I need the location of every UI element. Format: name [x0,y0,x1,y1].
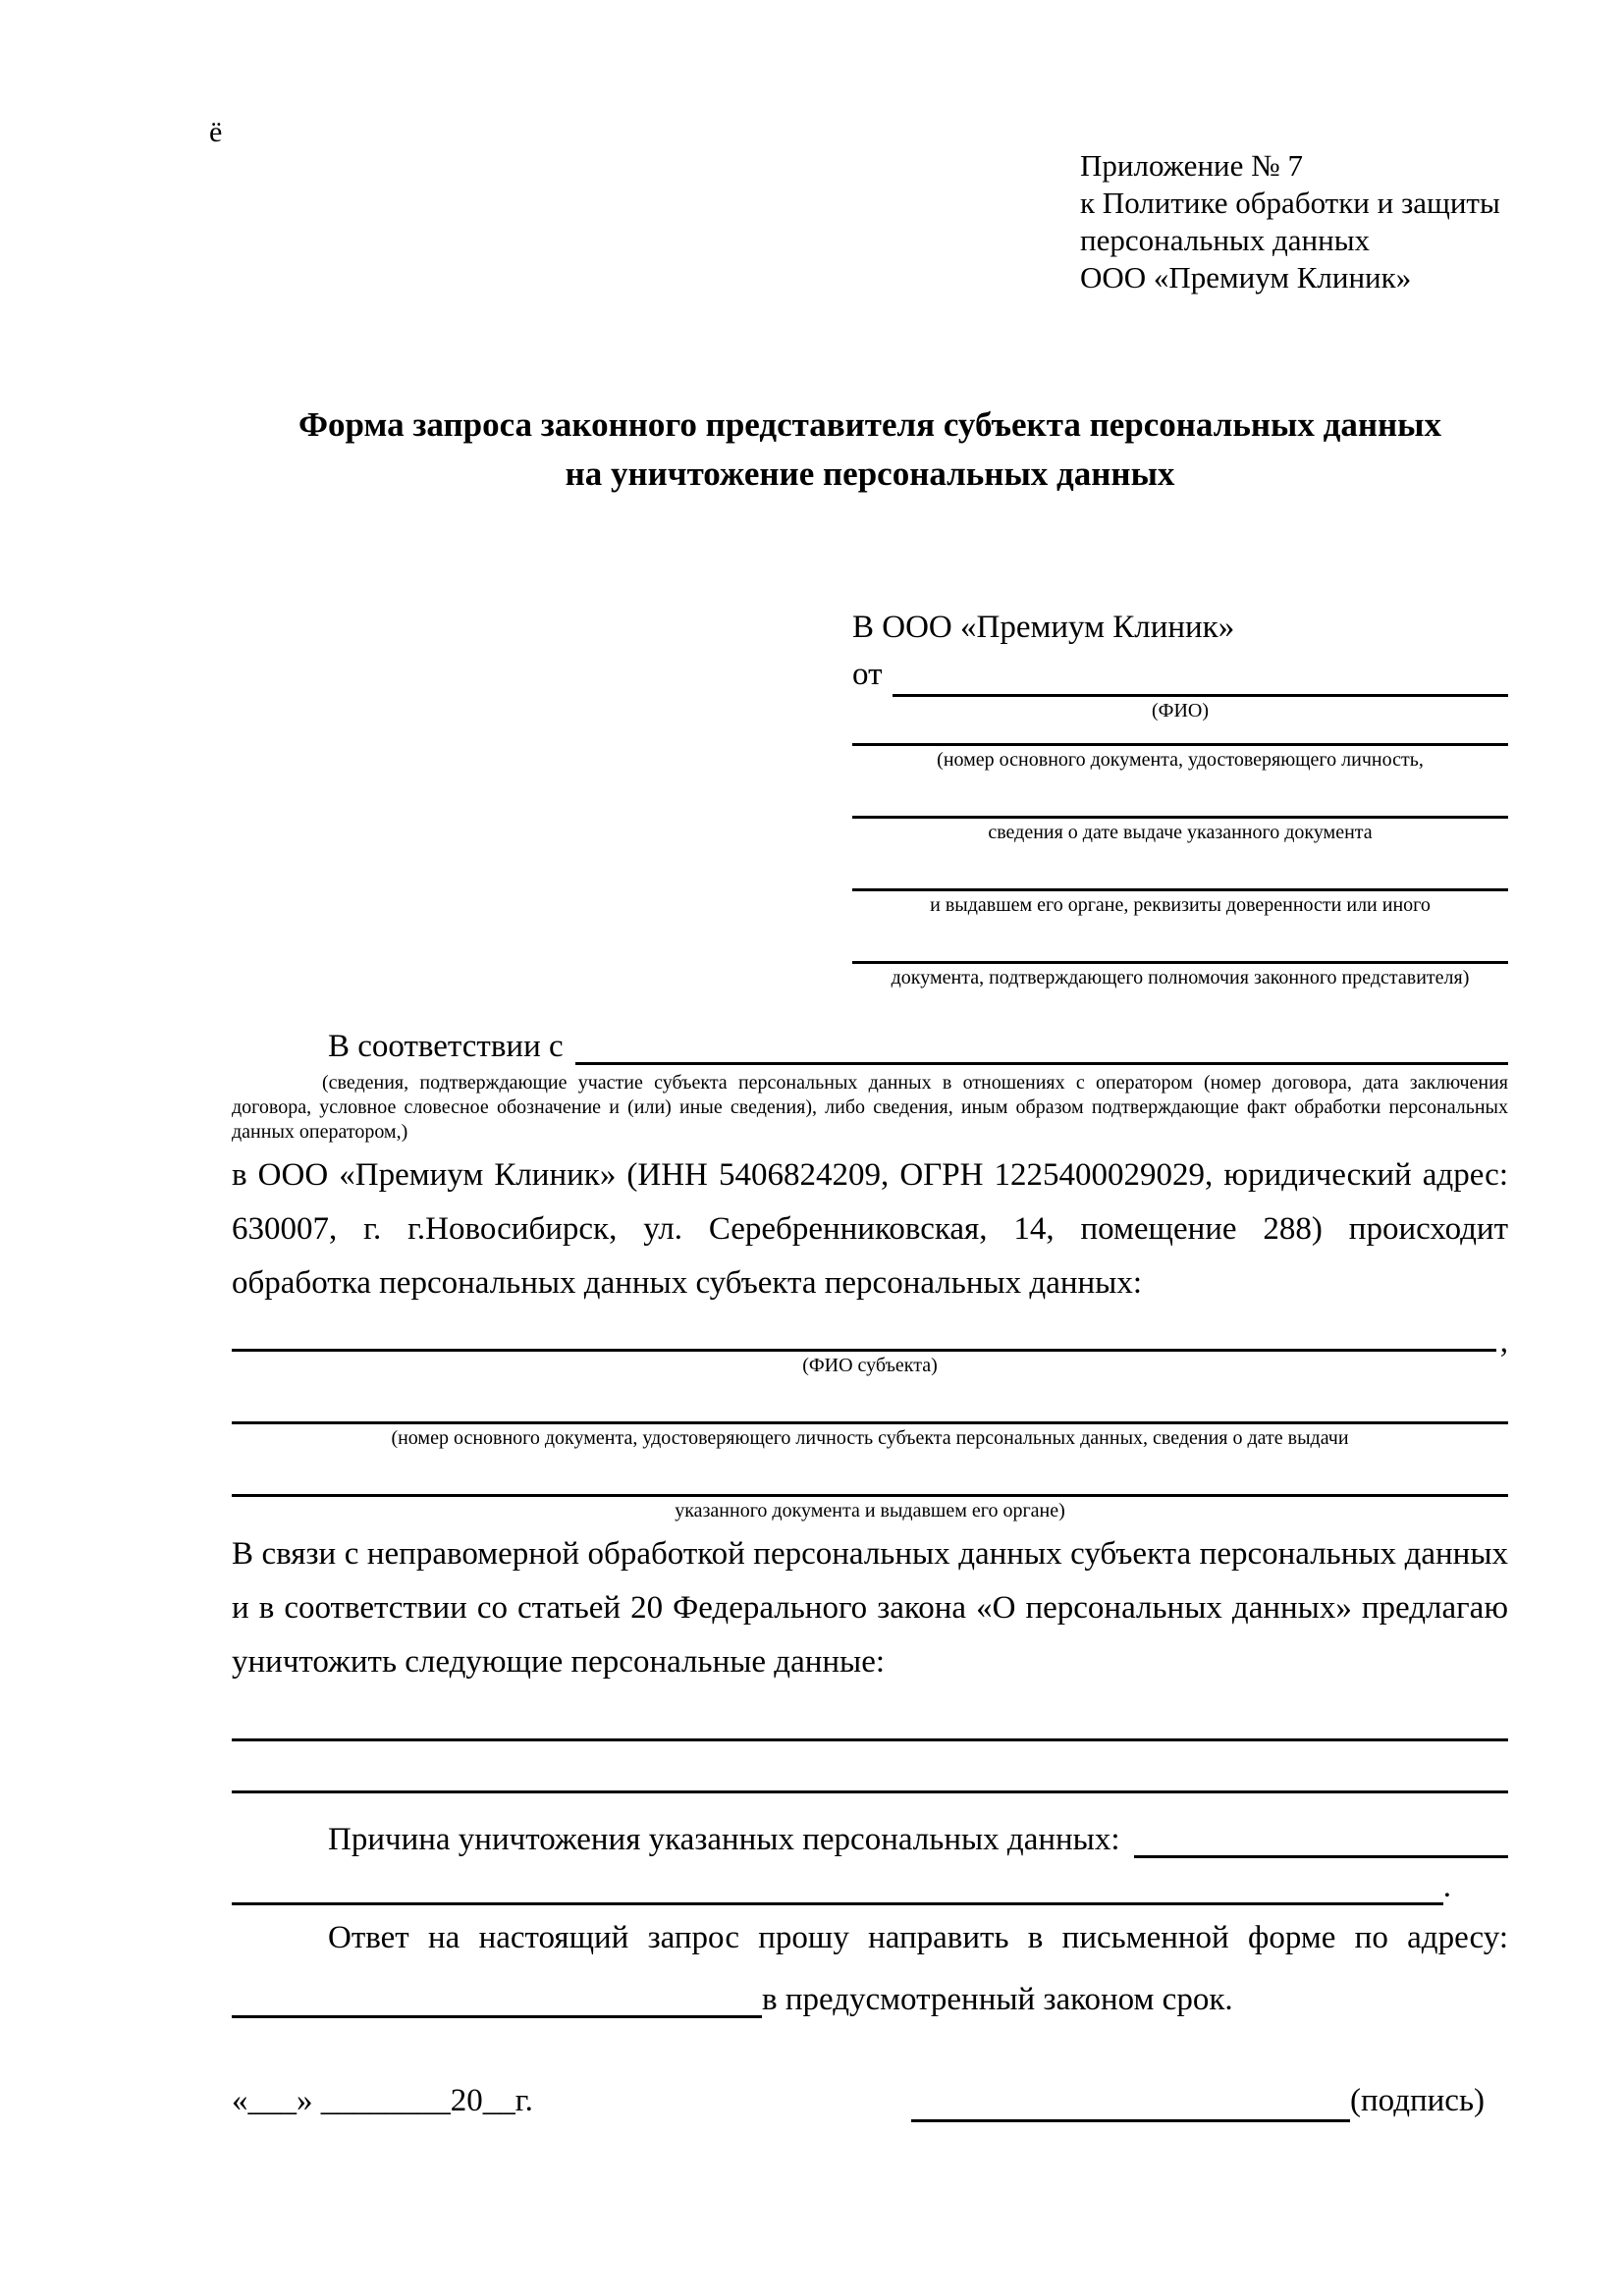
annex-line-4: ООО «Премиум Клиник» [1080,260,1412,294]
representative-doc-write-line-1 [852,723,1508,746]
reason-continuation-row [232,1858,1508,1905]
reason-write-line-1 [1134,1845,1508,1858]
subject-doc-write-line-1 [232,1378,1508,1424]
period-mark: . [1442,1869,1451,1904]
reply-tail-text: в предусмотренный законом срок. [762,1982,1233,2017]
signature-caption: (подпись) [1350,2083,1485,2118]
subject-fio-write-row [232,1310,1508,1360]
signature-group [911,2079,1485,2122]
form-title-line-2: на уничтожение персональных данных [565,454,1175,493]
comma-mark: , [1499,1324,1508,1360]
annex-reference-block [1080,0,1508,296]
representative-doc-write-line-3 [852,845,1508,891]
reply-paragraph: Ответ на настоящий запрос прошу направить в письменной форме по адресу: [328,1920,1508,1955]
stray-yo-char: ё [209,116,223,148]
from-write-line [893,684,1509,697]
from-field-row [852,650,1508,697]
representative-doc-caption-1: (номер основного документа, удостоверяющего личность, [937,749,1424,771]
signature-write-line [911,2109,1350,2122]
data-to-destroy-write-line-2 [232,1741,1508,1793]
in-accordance-row [232,1020,1508,1065]
representative-doc-write-line-4 [852,918,1508,964]
fio-caption: (ФИО) [1151,700,1209,721]
subject-doc-caption-1: (номер основного документа, удостоверяющего личность субъекта персональных данных, сведения о дате выдачи [391,1427,1349,1449]
reason-write-line-2 [232,1893,1443,1905]
in-accordance-label: В соответствии с [328,1029,564,1064]
subject-fio-write-line [232,1339,1496,1352]
reason-label: Причина уничтожения указанных персональных данных: [328,1822,1120,1857]
date-field: «___» ________20__г. [232,2083,533,2118]
representative-doc-caption-4: документа, подтверждающего полномочия законного представителя) [891,967,1470,988]
accordance-footnote: (сведения, подтверждающие участие субъекта персональных данных в отношениях с оператором (номер договора, дата заключения договора, условное словесное обозначение и (или) иные сведения), либо сведения, иным образом подтверждающие факт обработки персональных данных оператором,) [232,1072,1508,1143]
data-to-destroy-write-line-1 [232,1689,1508,1741]
operator-paragraph: в ООО «Премиум Клиник» (ИНН 5406824209, ОГРН 1225400029029, юридический адрес: 630007, г. г.Новосибирск, ул. Серебренниковская, 14, помещение 288) происходит обработка персональных данных субъекта персональных данных: [232,1157,1508,1301]
annex-line-1: Приложение № 7 [1080,148,1303,183]
annex-line-3: персональных данных [1080,223,1371,257]
from-label: от [852,657,883,692]
reply-address-write-line [232,2005,762,2018]
annex-line-2: к Политике обработки и защиты [1080,186,1500,220]
date-signature-row [232,2079,1508,2122]
subject-doc-caption-2: указанного документа и выдавшем его органе) [675,1500,1065,1522]
addressee-organization: В ООО «Премиум Клиник» [852,610,1235,645]
reply-address-row [232,1969,1508,2018]
reason-row [232,1809,1508,1858]
representative-doc-write-line-2 [852,773,1508,819]
addressee-block [852,605,1508,990]
in-accordance-write-line [575,1052,1508,1065]
representative-doc-caption-3: и выдавшем его органе, реквизиты доверенности или иного [930,894,1431,916]
demand-paragraph: В связи с неправомерной обработкой персональных данных субъекта персональных данных и в соответствии со статьей 20 Федерального закона «О персональных данных» предлагаю уничтожить следующие персональные данные: [232,1536,1508,1680]
form-title-line-1: Форма запроса законного представителя субъекта персональных данных [298,405,1441,444]
subject-doc-write-line-2 [232,1451,1508,1497]
subject-fio-caption: (ФИО субъекта) [802,1355,938,1376]
document-content [232,0,1508,2122]
form-title [232,400,1508,499]
representative-doc-caption-2: сведения о дате выдаче указанного документа [988,822,1373,843]
